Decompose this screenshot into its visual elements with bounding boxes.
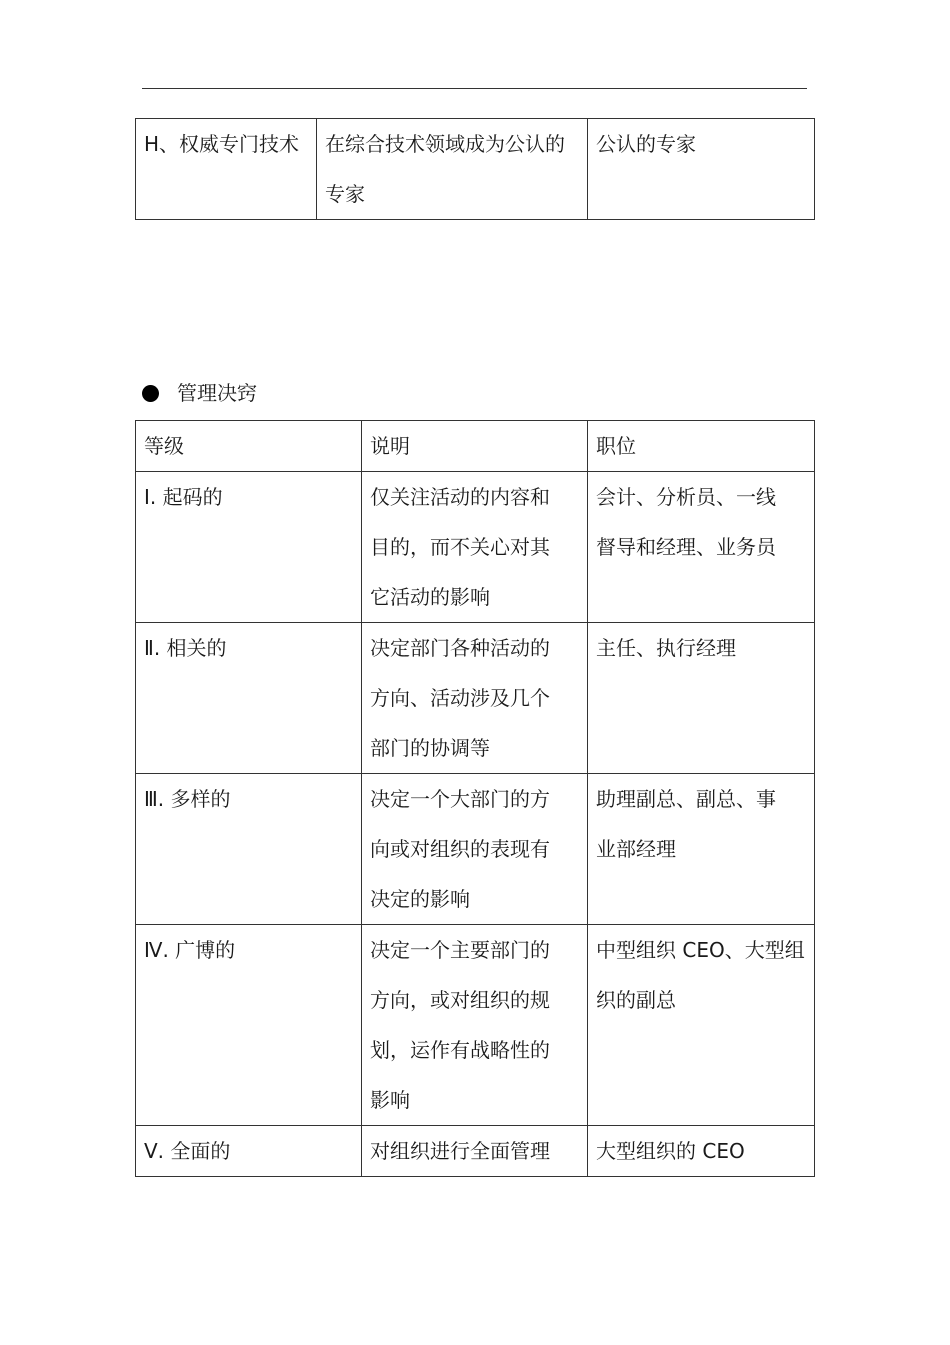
table-row: [136, 925, 815, 1126]
header-position: 职位: [588, 421, 815, 472]
level-cell: Ⅱ. 相关的: [136, 623, 362, 774]
description-cell: 仅关注活动的内容和目的，而不关心对其它活动的影响: [362, 472, 588, 623]
level-cell: H、权威专门技术: [136, 119, 317, 220]
position-cell: 公认的专家: [588, 119, 815, 220]
table-row: [136, 119, 815, 220]
section-title: 管理决窍: [177, 381, 257, 405]
table-row: [136, 472, 815, 623]
position-cell: 会计、分析员、一线督导和经理、业务员: [588, 472, 815, 623]
bullet-icon: [142, 385, 159, 402]
position-cell: 主任、执行经理: [588, 623, 815, 774]
description-cell: 对组织进行全面管理: [362, 1126, 588, 1177]
header-description: 说明: [362, 421, 588, 472]
skill-level-table-continued: [135, 118, 815, 220]
description-cell: 在综合技术领域成为公认的专家: [317, 119, 588, 220]
position-cell: 大型组织的 CEO: [588, 1126, 815, 1177]
level-cell: Ⅲ. 多样的: [136, 774, 362, 925]
header-level: 等级: [136, 421, 362, 472]
table-row: [136, 1126, 815, 1177]
description-cell: 决定部门各种活动的方向、活动涉及几个部门的协调等: [362, 623, 588, 774]
description-cell: 决定一个大部门的方向或对组织的表现有决定的影响: [362, 774, 588, 925]
position-cell: 中型组织 CEO、大型组织的副总: [588, 925, 815, 1126]
level-cell: Ⅴ. 全面的: [136, 1126, 362, 1177]
management-know-how-table: [135, 420, 815, 1177]
position-cell: 助理副总、副总、事业部经理: [588, 774, 815, 925]
header-rule: [142, 88, 807, 89]
table-row: [136, 623, 815, 774]
level-cell: Ⅰ. 起码的: [136, 472, 362, 623]
table-header-row: [136, 421, 815, 472]
table-row: [136, 774, 815, 925]
description-cell: 决定一个主要部门的方向，或对组织的规划，运作有战略性的影响: [362, 925, 588, 1126]
section-heading: [142, 378, 257, 408]
level-cell: Ⅳ. 广博的: [136, 925, 362, 1126]
